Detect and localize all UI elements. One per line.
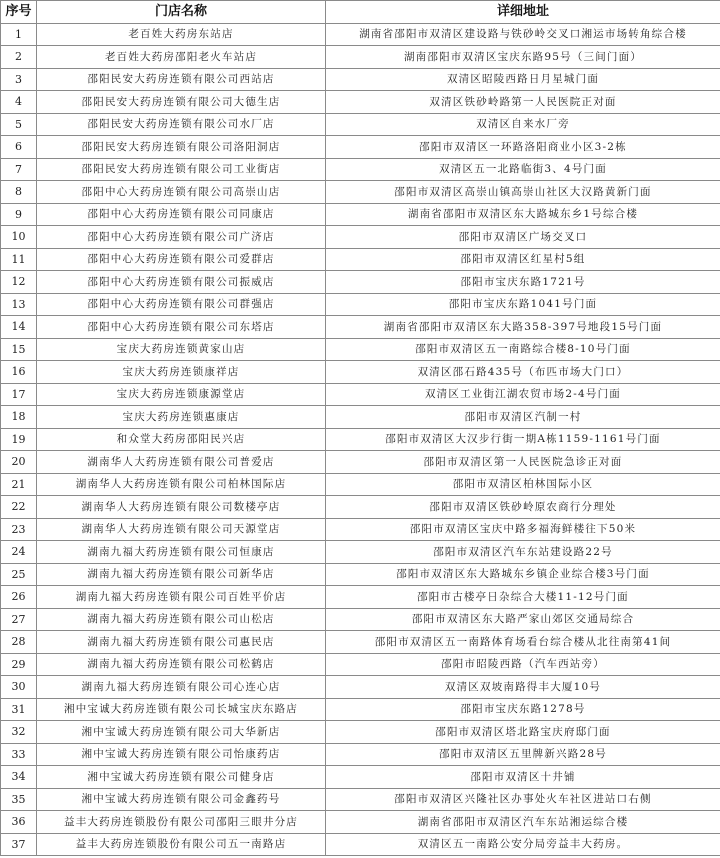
cell-store-name: 邵阳中心大药房连锁有限公司高崇山店 (37, 181, 326, 204)
table-row (1, 361, 720, 384)
cell-no: 25 (1, 563, 37, 586)
cell-no: 1 (1, 23, 37, 46)
cell-address: 双清区五一南路公安分局旁益丰大药房。 (326, 833, 720, 856)
header-name: 门店名称 (37, 1, 326, 24)
header-no: 序号 (1, 1, 37, 24)
table-row (1, 316, 720, 339)
cell-address: 邵阳市双清区高崇山镇高崇山社区大汉路黄新门面 (326, 181, 720, 204)
table-body (1, 23, 720, 856)
cell-store-name: 邵阳中心大药房连锁有限公司振威店 (37, 271, 326, 294)
cell-no: 24 (1, 541, 37, 564)
cell-store-name: 邵阳中心大药房连锁有限公司爱群店 (37, 248, 326, 271)
cell-address: 邵阳市双清区兴隆社区办事处火车社区进站口右侧 (326, 788, 720, 811)
cell-store-name: 邵阳中心大药房连锁有限公司群强店 (37, 293, 326, 316)
cell-store-name: 邵阳民安大药房连锁有限公司西站店 (37, 68, 326, 91)
cell-address: 双清区双坡南路得丰大厦10号 (326, 676, 720, 699)
cell-address: 邵阳市宝庆东路1278号 (326, 698, 720, 721)
table-row (1, 766, 720, 789)
cell-store-name: 湖南九福大药房连锁有限公司新华店 (37, 563, 326, 586)
table-row (1, 676, 720, 699)
table-row (1, 248, 720, 271)
table-row (1, 46, 720, 69)
cell-no: 33 (1, 743, 37, 766)
cell-no: 16 (1, 361, 37, 384)
cell-no: 14 (1, 316, 37, 339)
cell-store-name: 邵阳中心大药房连锁有限公司东塔店 (37, 316, 326, 339)
table-row (1, 113, 720, 136)
cell-no: 35 (1, 788, 37, 811)
table-row (1, 68, 720, 91)
cell-store-name: 邵阳民安大药房连锁有限公司大德生店 (37, 91, 326, 114)
cell-no: 26 (1, 586, 37, 609)
cell-address: 邵阳市宝庆东路1041号门面 (326, 293, 720, 316)
cell-address: 双清区五一北路临街3、4号门面 (326, 158, 720, 181)
cell-address: 邵阳市昭陵西路（汽车西站旁） (326, 653, 720, 676)
cell-address: 湖南邵阳市双清区宝庆东路95号（三间门面） (326, 46, 720, 69)
cell-no: 22 (1, 496, 37, 519)
cell-address: 双清区昭陵西路日月星城门面 (326, 68, 720, 91)
cell-no: 12 (1, 271, 37, 294)
cell-address: 邵阳市双清区十井铺 (326, 766, 720, 789)
cell-no: 6 (1, 136, 37, 159)
table-row (1, 293, 720, 316)
cell-store-name: 邵阳民安大药房连锁有限公司工业街店 (37, 158, 326, 181)
cell-store-name: 湖南九福大药房连锁有限公司百姓平价店 (37, 586, 326, 609)
cell-address: 湖南省邵阳市双清区建设路与铁砂岭交叉口湘运市场转角综合楼 (326, 23, 720, 46)
table-row (1, 473, 720, 496)
cell-store-name: 邵阳中心大药房连锁有限公司同康店 (37, 203, 326, 226)
cell-address: 邵阳市双清区五一南路体育场看台综合楼从北往南第41间 (326, 631, 720, 654)
cell-no: 10 (1, 226, 37, 249)
table-row (1, 383, 720, 406)
cell-address: 双清区邵石路435号（布匹市场大门口） (326, 361, 720, 384)
cell-no: 20 (1, 451, 37, 474)
cell-store-name: 宝庆大药房连锁康祥店 (37, 361, 326, 384)
cell-address: 邵阳市双清区东大路城东乡镇企业综合楼3号门面 (326, 563, 720, 586)
table-row (1, 203, 720, 226)
table-row (1, 541, 720, 564)
cell-no: 7 (1, 158, 37, 181)
cell-address: 邵阳市古楼亭日杂综合大楼11-12号门面 (326, 586, 720, 609)
cell-no: 23 (1, 518, 37, 541)
cell-store-name: 老百姓大药房邵阳老火车站店 (37, 46, 326, 69)
table-header-row (1, 1, 720, 24)
cell-store-name: 湘中宝诚大药房连锁有限公司金鑫药号 (37, 788, 326, 811)
cell-store-name: 邵阳中心大药房连锁有限公司广济店 (37, 226, 326, 249)
cell-store-name: 湖南九福大药房连锁有限公司惠民店 (37, 631, 326, 654)
table-row (1, 608, 720, 631)
cell-no: 2 (1, 46, 37, 69)
cell-no: 3 (1, 68, 37, 91)
cell-store-name: 益丰大药房连锁股份有限公司邵阳三眼井分店 (37, 811, 326, 834)
cell-no: 29 (1, 653, 37, 676)
table-row (1, 91, 720, 114)
cell-no: 32 (1, 721, 37, 744)
cell-address: 湖南省邵阳市双清区东大路358-397号地段15号门面 (326, 316, 720, 339)
cell-store-name: 湘中宝诚大药房连锁有限公司怡康药店 (37, 743, 326, 766)
cell-no: 37 (1, 833, 37, 856)
cell-address: 邵阳市双清区五里牌新兴路28号 (326, 743, 720, 766)
table-row (1, 271, 720, 294)
header-address: 详细地址 (326, 1, 720, 24)
cell-store-name: 邵阳民安大药房连锁有限公司洛阳洞店 (37, 136, 326, 159)
cell-address: 邵阳市双清区五一南路综合楼8-10号门面 (326, 338, 720, 361)
cell-no: 19 (1, 428, 37, 451)
cell-no: 5 (1, 113, 37, 136)
table-row (1, 788, 720, 811)
cell-address: 邵阳市双清区汽车东站建设路22号 (326, 541, 720, 564)
cell-store-name: 宝庆大药房连锁黄家山店 (37, 338, 326, 361)
cell-store-name: 湖南华人大药房连锁有限公司普爱店 (37, 451, 326, 474)
table-row (1, 23, 720, 46)
cell-address: 双清区工业街江湖农贸市场2-4号门面 (326, 383, 720, 406)
table-row (1, 518, 720, 541)
cell-no: 34 (1, 766, 37, 789)
cell-address: 湖南省邵阳市双清区汽车东站湘运综合楼 (326, 811, 720, 834)
cell-address: 邵阳市双清区铁砂岭原农商行分理处 (326, 496, 720, 519)
table-row (1, 158, 720, 181)
cell-address: 邵阳市双清区大汉步行街一期A栋1159-1161号门面 (326, 428, 720, 451)
cell-store-name: 湖南华人大药房连锁有限公司柏林国际店 (37, 473, 326, 496)
cell-no: 9 (1, 203, 37, 226)
cell-no: 15 (1, 338, 37, 361)
cell-address: 双清区铁砂岭路第一人民医院正对面 (326, 91, 720, 114)
cell-no: 8 (1, 181, 37, 204)
cell-no: 11 (1, 248, 37, 271)
cell-store-name: 宝庆大药房连锁惠康店 (37, 406, 326, 429)
cell-address: 湖南省邵阳市双清区东大路城东乡1号综合楼 (326, 203, 720, 226)
cell-address: 邵阳市双清区红星村5组 (326, 248, 720, 271)
table-row (1, 653, 720, 676)
cell-store-name: 湖南九福大药房连锁有限公司心连心店 (37, 676, 326, 699)
cell-no: 36 (1, 811, 37, 834)
table-row (1, 406, 720, 429)
table-row (1, 563, 720, 586)
cell-no: 4 (1, 91, 37, 114)
cell-no: 21 (1, 473, 37, 496)
cell-store-name: 邵阳民安大药房连锁有限公司水厂店 (37, 113, 326, 136)
table-row (1, 698, 720, 721)
cell-address: 邵阳市双清区柏林国际小区 (326, 473, 720, 496)
table-row (1, 428, 720, 451)
table-row (1, 496, 720, 519)
cell-store-name: 湖南华人大药房连锁有限公司天源堂店 (37, 518, 326, 541)
cell-address: 邵阳市双清区第一人民医院急诊正对面 (326, 451, 720, 474)
cell-store-name: 湘中宝诚大药房连锁有限公司健身店 (37, 766, 326, 789)
cell-store-name: 湘中宝诚大药房连锁有限公司大华新店 (37, 721, 326, 744)
cell-store-name: 和众堂大药房邵阳民兴店 (37, 428, 326, 451)
table-row (1, 833, 720, 856)
cell-address: 邵阳市双清区宝庆中路多福海鲜楼往下50米 (326, 518, 720, 541)
cell-store-name: 湖南九福大药房连锁有限公司松鹤店 (37, 653, 326, 676)
cell-no: 27 (1, 608, 37, 631)
table-row (1, 136, 720, 159)
table-row (1, 181, 720, 204)
cell-address: 双清区自来水厂旁 (326, 113, 720, 136)
cell-no: 28 (1, 631, 37, 654)
cell-store-name: 益丰大药房连锁股份有限公司五一南路店 (37, 833, 326, 856)
cell-no: 18 (1, 406, 37, 429)
table-row (1, 743, 720, 766)
cell-address: 邵阳市双清区广场交叉口 (326, 226, 720, 249)
cell-no: 30 (1, 676, 37, 699)
table-row (1, 586, 720, 609)
table-row (1, 631, 720, 654)
table-row (1, 811, 720, 834)
table-row (1, 226, 720, 249)
table-row (1, 721, 720, 744)
cell-address: 邵阳市双清区汽制一村 (326, 406, 720, 429)
table-row (1, 338, 720, 361)
cell-store-name: 湖南九福大药房连锁有限公司恒康店 (37, 541, 326, 564)
cell-address: 邵阳市双清区塔北路宝庆府邸门面 (326, 721, 720, 744)
cell-store-name: 湖南华人大药房连锁有限公司数楼亭店 (37, 496, 326, 519)
cell-no: 31 (1, 698, 37, 721)
cell-address: 邵阳市双清区一环路洛阳商业小区3-2栋 (326, 136, 720, 159)
cell-no: 17 (1, 383, 37, 406)
cell-store-name: 宝庆大药房连锁康源堂店 (37, 383, 326, 406)
cell-no: 13 (1, 293, 37, 316)
cell-address: 邵阳市双清区东大路严家山郊区交通局综合 (326, 608, 720, 631)
cell-store-name: 湖南九福大药房连锁有限公司山松店 (37, 608, 326, 631)
table-row (1, 451, 720, 474)
cell-address: 邵阳市宝庆东路1721号 (326, 271, 720, 294)
cell-store-name: 老百姓大药房东站店 (37, 23, 326, 46)
cell-store-name: 湘中宝诚大药房连锁有限公司长城宝庆东路店 (37, 698, 326, 721)
